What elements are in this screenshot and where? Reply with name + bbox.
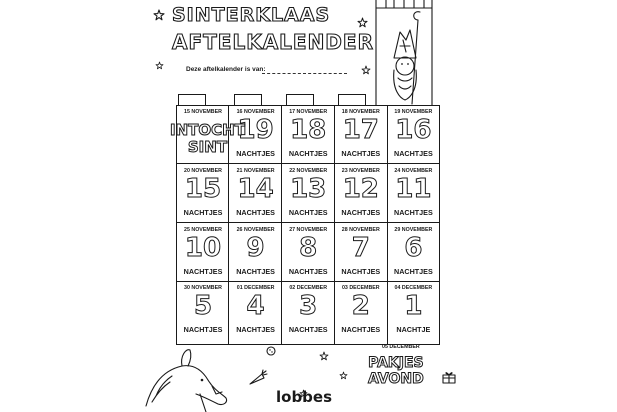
calendar-cell — [230, 165, 282, 223]
calendar-cell — [335, 224, 387, 282]
cell-date: 15 NOVEMBER — [184, 109, 222, 115]
intocht-line-2: SINT — [187, 138, 228, 156]
cell-nights-number: 19 — [237, 115, 274, 145]
star-icon — [362, 66, 370, 74]
owner-name-line[interactable] — [262, 73, 347, 74]
cell-nights-number: 5 — [193, 291, 213, 322]
cell-date: 29 NOVEMBER — [394, 226, 433, 233]
cell-date: 19 NOVEMBER — [394, 109, 433, 115]
final-date-label: 05 DECEMBER — [382, 344, 420, 350]
cell-nights-number: 15 — [184, 173, 222, 204]
cell-date: 18 NOVEMBER — [341, 109, 380, 115]
calendar-cell — [387, 165, 439, 223]
cell-nights-word: NACHTJE — [396, 325, 431, 335]
intocht-sint-badge — [170, 123, 245, 155]
cell-nights-number: 11 — [395, 173, 432, 204]
cell-date: 23 NOVEMBER — [341, 167, 380, 174]
calendar-cell — [177, 165, 229, 223]
coloring-page — [150, 0, 465, 412]
cell-date: 01 DECEMBER — [236, 285, 275, 292]
cell-nights-word: NACHTJES — [288, 207, 328, 217]
cell-nights-number: 18 — [290, 115, 327, 145]
cell-date: 28 NOVEMBER — [341, 226, 380, 233]
cell-nights-number: 4 — [246, 291, 265, 322]
cell-date: 20 NOVEMBER — [184, 167, 222, 174]
cell-date: 30 NOVEMBER — [184, 285, 222, 292]
cell-nights-word: NACHTJES — [236, 266, 275, 276]
calendar-cell — [387, 224, 439, 282]
calendar-cell — [282, 224, 334, 282]
cell-date: 27 NOVEMBER — [289, 226, 328, 233]
horse-illustration — [142, 336, 238, 412]
cell-date: 25 NOVEMBER — [184, 226, 222, 233]
calendar-cell — [387, 106, 439, 164]
cell-date: 16 NOVEMBER — [236, 109, 275, 115]
cell-nights-word: NACHTJES — [236, 149, 275, 158]
cell-date: 26 NOVEMBER — [236, 226, 275, 233]
owner-label: Deze aftelkalender is van: — [186, 66, 266, 73]
star-icon — [358, 18, 367, 27]
gift-icon — [442, 370, 456, 384]
cell-nights-word: NACHTJES — [288, 325, 328, 335]
calendar-cell — [177, 224, 229, 282]
cell-nights-number: 3 — [299, 291, 318, 322]
cell-nights-word: NACHTJES — [183, 325, 223, 335]
title-line-2: AFTELKALENDER — [172, 30, 374, 54]
star-icon — [320, 352, 328, 360]
cell-nights-word: NACHTJES — [183, 266, 223, 276]
cell-nights-word: NACHTJES — [288, 149, 328, 158]
cell-nights-number: 6 — [404, 232, 423, 263]
cell-nights-word: NACHTJES — [394, 266, 433, 276]
calendar-cell — [335, 165, 387, 223]
cell-nights-number: 12 — [342, 173, 379, 204]
cell-nights-number: 13 — [290, 173, 327, 204]
cell-nights-word: NACHTJES — [288, 266, 328, 276]
cell-date: 22 NOVEMBER — [289, 167, 328, 174]
calendar-cell — [387, 282, 439, 340]
calendar-cell — [282, 165, 334, 223]
pakjes-line-1: PAKJES — [368, 355, 424, 371]
cell-nights-number: 1 — [404, 291, 423, 322]
cell-date: 03 DECEMBER — [341, 285, 380, 292]
cell-nights-word: NACHTJES — [341, 149, 381, 158]
cell-date: 02 DECEMBER — [289, 285, 328, 292]
cell-nights-number: 17 — [342, 115, 379, 145]
carrot-icon — [248, 370, 268, 386]
cell-nights-number: 2 — [351, 291, 370, 322]
cell-date: 24 NOVEMBER — [394, 167, 433, 174]
cell-nights-word: NACHTJES — [341, 207, 381, 217]
cell-nights-number: 9 — [246, 232, 265, 263]
cell-nights-word: NACHTJES — [394, 207, 433, 217]
cell-nights-word: NACHTJES — [183, 207, 223, 217]
cell-nights-word: NACHTJES — [341, 266, 381, 276]
cell-date: 21 NOVEMBER — [236, 167, 275, 174]
star-icon — [340, 372, 347, 379]
star-icon — [154, 10, 164, 20]
calendar-cell — [282, 106, 334, 164]
star-icon — [156, 62, 163, 69]
calendar-cell — [282, 282, 334, 340]
cell-nights-number: 8 — [299, 232, 318, 263]
cell-date: 04 DECEMBER — [394, 285, 433, 292]
cell-nights-number: 7 — [351, 232, 370, 263]
calendar-cell — [177, 282, 229, 340]
calendar-cell — [335, 106, 387, 164]
cell-nights-word: NACHTJES — [394, 149, 433, 158]
cell-date: 17 NOVEMBER — [289, 109, 328, 115]
cell-nights-word: NACHTJES — [341, 325, 381, 335]
calendar-cell — [230, 282, 282, 340]
cell-nights-number: 14 — [237, 173, 274, 204]
cell-nights-number: 16 — [395, 115, 432, 145]
title-line-1: SINTERKLAAS — [172, 4, 331, 26]
calendar-cell — [335, 282, 387, 340]
sinterklaas-illustration — [372, 0, 442, 106]
cell-nights-number: 10 — [184, 232, 222, 263]
pakjesavond-badge — [368, 356, 424, 386]
cell-nights-word: NACHTJES — [236, 325, 275, 335]
cell-nights-word: NACHTJES — [236, 207, 275, 217]
lobbes-logo: lobbes — [276, 388, 333, 406]
cookie-icon — [266, 346, 276, 356]
intocht-line-1: INTOCHT — [170, 121, 245, 139]
calendar-cell — [230, 224, 282, 282]
pakjes-line-2: AVOND — [368, 371, 424, 387]
